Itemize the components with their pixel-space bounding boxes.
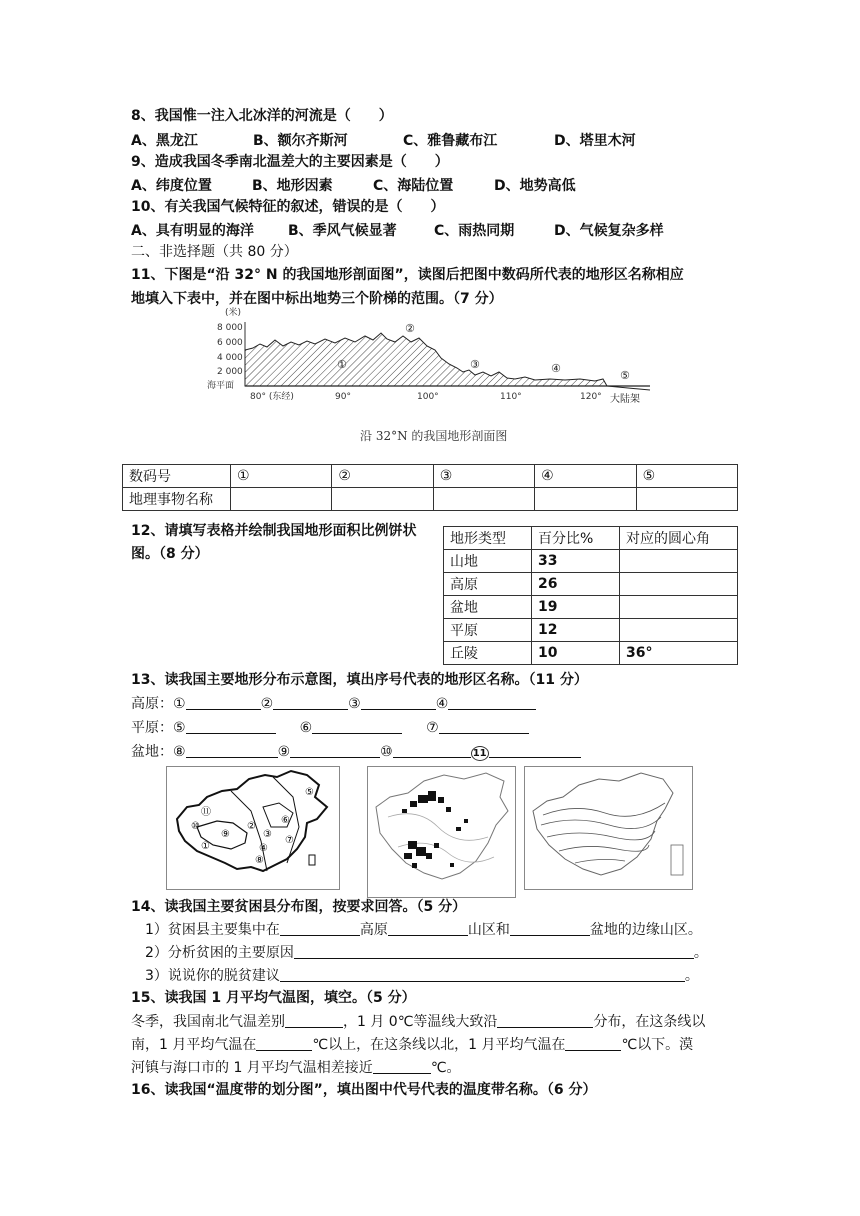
q11-code-cell: ③ xyxy=(433,465,534,488)
q13-basin-row xyxy=(131,742,581,762)
q13-stem: 13、读我国主要地形分布示意图，填出序号代表的地形区名称。（11 分） xyxy=(131,672,588,688)
q10-option-b: B、季风气候显著 xyxy=(288,223,397,239)
table-row xyxy=(444,550,738,573)
q10-option-c: C、雨热同期 xyxy=(434,223,515,239)
profile-marker: ③ xyxy=(470,358,480,371)
q12-type-cell: 高原 xyxy=(444,573,532,596)
isotherm-line xyxy=(575,859,625,863)
q9-stem: 9、造成我国冬季南北温差大的主要因素是（ ） xyxy=(131,154,449,170)
q15-text: ，1 月 0℃等温线大致沿 xyxy=(343,1014,498,1030)
profile-xtick: 80° (东经) xyxy=(250,392,294,402)
q8-option-a: A、黑龙江 xyxy=(131,133,198,149)
q13-code: ③ xyxy=(348,696,361,712)
q14-text: 2）分析贫困的主要原因 xyxy=(145,945,294,961)
q12-type-cell: 丘陵 xyxy=(444,642,532,665)
answer-blank[interactable] xyxy=(510,920,590,936)
profile-sea-level: 海平面 xyxy=(207,381,235,391)
q15-line1 xyxy=(131,1012,705,1032)
map-number: ⑧ xyxy=(255,855,264,866)
q13-plateau-label: 高原： xyxy=(131,696,173,712)
terrain-distribution-map xyxy=(166,766,340,890)
q15-text: 南，1 月平均气温在 xyxy=(131,1037,257,1053)
profile-marker: ② xyxy=(405,322,415,335)
q12-header: 地形类型 xyxy=(444,527,532,550)
profile-xtick: 120° xyxy=(580,392,602,402)
q11-answer-cell[interactable] xyxy=(231,488,332,511)
q12-angle-cell[interactable] xyxy=(620,573,738,596)
profile-xtick: 100° xyxy=(417,392,439,402)
q10-option-a: A、具有明显的海洋 xyxy=(131,223,254,239)
q10-stem: 10、有关我国气候特征的叙述，错误的是（ ） xyxy=(131,199,445,215)
q11-row1-label: 数码号 xyxy=(123,465,231,488)
q11-code-cell: ⑤ xyxy=(636,465,737,488)
table-row xyxy=(444,573,738,596)
section-heading: 二、非选择题（共 80 分） xyxy=(131,244,298,260)
q11-answer-cell[interactable] xyxy=(433,488,534,511)
q15-text: ℃以上，在这条线以北，1 月平均气温在 xyxy=(312,1037,566,1053)
q11-answer-cell[interactable] xyxy=(332,488,433,511)
table-row xyxy=(444,642,738,665)
table-row xyxy=(123,465,738,488)
answer-blank[interactable] xyxy=(448,694,536,710)
answer-blank[interactable] xyxy=(361,694,436,710)
map-number: ⑤ xyxy=(305,787,314,798)
q9-option-c: C、海陆位置 xyxy=(373,178,454,194)
q13-plain-row xyxy=(131,718,529,738)
poverty-county-cluster xyxy=(402,791,468,868)
q15-text: 冬季，我国南北气温差别 xyxy=(131,1014,285,1030)
q13-code: 11 xyxy=(472,748,487,759)
q14-text: 3）说说你的脱贫建议 xyxy=(145,968,280,984)
q15-stem: 15、读我国 1 月平均气温图，填空。（5 分） xyxy=(131,990,416,1006)
q11-answer-cell[interactable] xyxy=(535,488,636,511)
q15-text: ℃以下。漠 xyxy=(621,1037,694,1053)
q12-percent-cell: 33 xyxy=(532,550,620,573)
q14-text: 山区和 xyxy=(467,922,510,938)
answer-blank[interactable] xyxy=(290,742,380,758)
q15-text: 河镇与海口市的 1 月平均气温相差接近 xyxy=(131,1060,373,1076)
profile-ytick: 4 000 xyxy=(217,353,243,363)
q13-code: ⑩ xyxy=(380,744,393,760)
answer-blank[interactable] xyxy=(373,1058,431,1074)
q14-sub1 xyxy=(145,920,702,940)
table-row xyxy=(444,527,738,550)
profile-xtick: 90° xyxy=(335,392,351,402)
map-number: ⑦ xyxy=(285,835,294,846)
profile-ytick: 6 000 xyxy=(217,338,243,348)
isotherm-line xyxy=(541,817,661,829)
profile-shelf-line xyxy=(607,386,650,390)
answer-blank[interactable] xyxy=(186,742,278,758)
table-row xyxy=(123,488,738,511)
q12-angle-cell: 36° xyxy=(620,642,738,665)
profile-xtick: 110° xyxy=(500,392,522,402)
answer-blank[interactable] xyxy=(186,718,276,734)
profile-marker: ① xyxy=(337,358,347,371)
map-number: ① xyxy=(201,841,210,852)
q11-row2-label: 地理事物名称 xyxy=(123,488,231,511)
q15-line3 xyxy=(131,1058,461,1078)
q11-stem-line2: 地填入下表中，并在图中标出地势三个阶梯的范围。（7 分） xyxy=(131,291,503,307)
isotherm-line xyxy=(547,831,655,840)
q13-plain-label: 平原： xyxy=(131,720,173,736)
q10-option-d: D、气候复杂多样 xyxy=(554,223,664,239)
q13-basin-label: 盆地： xyxy=(131,744,173,760)
map-number: ② xyxy=(247,821,256,832)
q9-option-b: B、地形因素 xyxy=(252,178,333,194)
answer-blank[interactable] xyxy=(439,718,529,734)
map-number: ③ xyxy=(263,829,272,840)
q12-percent-cell: 10 xyxy=(532,642,620,665)
q14-sub2 xyxy=(145,943,708,963)
china-outline xyxy=(376,773,508,879)
q11-answer-table xyxy=(122,464,738,511)
answer-blank[interactable] xyxy=(388,920,468,936)
q8-option-d: D、塔里木河 xyxy=(554,133,636,149)
q11-code-cell: ④ xyxy=(535,465,636,488)
taiwan-island xyxy=(309,855,315,865)
table-row xyxy=(444,619,738,642)
profile-ytick: 2 000 xyxy=(217,367,243,377)
q12-terrain-table xyxy=(443,526,738,665)
q14-text: 高原 xyxy=(359,922,388,938)
river-line xyxy=(388,814,488,841)
q14-text: 。 xyxy=(693,945,708,961)
q13-plateau-row xyxy=(131,694,536,714)
q12-percent-cell: 26 xyxy=(532,573,620,596)
q12-stem-line2: 图。（8 分） xyxy=(131,546,209,562)
q15-line2 xyxy=(131,1035,693,1055)
map-number: ④ xyxy=(259,843,268,854)
q14-text: 盆地的边缘山区。 xyxy=(589,922,702,938)
q14-text: 1）贫困县主要集中在 xyxy=(145,922,280,938)
q11-code-cell: ① xyxy=(231,465,332,488)
q12-header: 对应的圆心角 xyxy=(620,527,738,550)
answer-blank[interactable] xyxy=(280,966,685,982)
q13-code: ⑤ xyxy=(173,720,186,736)
answer-blank[interactable] xyxy=(186,694,261,710)
table-row xyxy=(444,596,738,619)
q13-code: ⑦ xyxy=(426,720,439,736)
profile-marker: ⑤ xyxy=(620,369,630,382)
q12-type-cell: 平原 xyxy=(444,619,532,642)
terrain-profile-figure xyxy=(205,306,655,406)
q16-stem: 16、读我国“温度带的划分图”，填出图中代号代表的温度带名称。（6 分） xyxy=(131,1082,597,1098)
q8-stem: 8、我国惟一注入北冰洋的河流是（ ） xyxy=(131,108,393,124)
profile-caption: 沿 32°N 的我国地形剖面图 xyxy=(360,429,508,443)
map-number: ⑨ xyxy=(221,829,230,840)
profile-marker: ④ xyxy=(551,362,561,375)
q14-stem: 14、读我国主要贫困县分布图，按要求回答。（5 分） xyxy=(131,899,467,915)
q12-angle-cell[interactable] xyxy=(620,550,738,573)
answer-blank[interactable] xyxy=(256,1035,312,1051)
q13-code: ④ xyxy=(435,696,449,712)
profile-unit: (米) xyxy=(225,308,242,318)
q15-text: ℃。 xyxy=(430,1060,461,1076)
q14-sub3 xyxy=(145,966,699,986)
q15-text: 分布，在这条线以 xyxy=(593,1014,706,1030)
answer-blank[interactable] xyxy=(393,742,471,758)
q8-option-c: C、雅鲁藏布江 xyxy=(403,133,498,149)
answer-blank[interactable] xyxy=(312,718,402,734)
answer-blank[interactable] xyxy=(294,943,694,959)
answer-blank[interactable] xyxy=(565,1035,621,1051)
q11-stem-line1: 11、下图是“沿 32° N 的我国地形剖面图”，读图后把图中数码所代表的地形区名称相应 xyxy=(131,267,684,283)
q12-percent-cell: 12 xyxy=(532,619,620,642)
q12-angle-cell[interactable] xyxy=(620,619,738,642)
q9-option-d: D、地势高低 xyxy=(494,178,576,194)
isotherm-line xyxy=(543,803,665,816)
q12-type-cell: 盆地 xyxy=(444,596,532,619)
answer-blank[interactable] xyxy=(280,920,360,936)
q11-code-cell: ② xyxy=(332,465,433,488)
answer-blank[interactable] xyxy=(285,1012,343,1028)
q12-angle-cell[interactable] xyxy=(620,596,738,619)
q12-stem-line1: 12、请填写表格并绘制我国地形面积比例饼状 xyxy=(131,523,417,539)
isotherm-line xyxy=(559,845,649,851)
q9-option-a: A、纬度位置 xyxy=(131,178,212,194)
q12-type-cell: 山地 xyxy=(444,550,532,573)
q8-option-b: B、额尔齐斯河 xyxy=(253,133,348,149)
q12-percent-cell: 19 xyxy=(532,596,620,619)
q13-code: ① xyxy=(173,696,186,712)
q14-text: 。 xyxy=(684,968,699,984)
answer-blank[interactable] xyxy=(489,742,581,758)
q13-code: ⑥ xyxy=(299,720,313,736)
profile-terrain xyxy=(245,333,607,386)
map-number: ⑪ xyxy=(201,807,211,818)
answer-blank[interactable] xyxy=(273,694,348,710)
map-number: ⑥ xyxy=(281,815,290,826)
profile-ytick: 8 000 xyxy=(217,323,243,333)
q13-code: ⑨ xyxy=(277,744,291,760)
poverty-county-map xyxy=(367,766,516,898)
answer-blank[interactable] xyxy=(497,1012,593,1028)
south-sea-inset xyxy=(671,845,683,875)
map-number: ⑩ xyxy=(191,821,200,832)
profile-shelf-label: 大陆架 xyxy=(610,394,640,405)
q13-code: ⑧ xyxy=(173,744,186,760)
january-temperature-map xyxy=(524,766,693,890)
q12-header: 百分比% xyxy=(532,527,620,550)
q11-answer-cell[interactable] xyxy=(636,488,737,511)
q13-code: ② xyxy=(260,696,274,712)
